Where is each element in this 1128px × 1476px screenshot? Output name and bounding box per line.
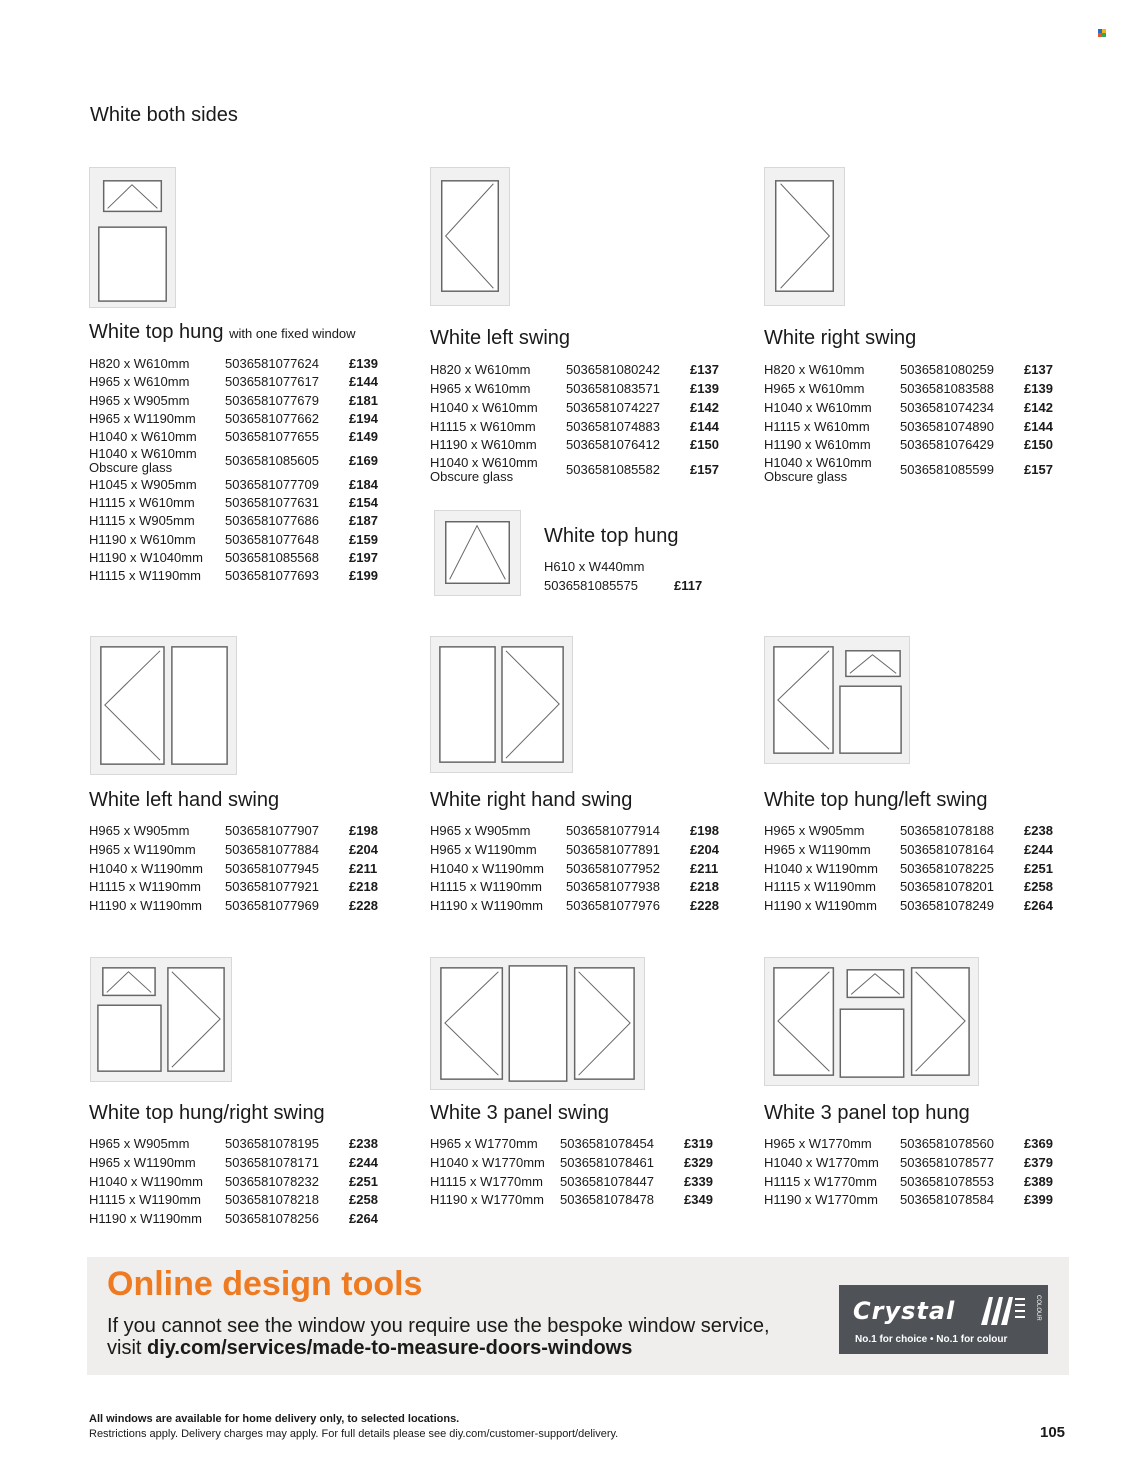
banner-text [107,1315,770,1359]
product-spec-table [430,822,719,915]
price-cell: £159 [349,531,378,547]
table-row [89,1135,378,1154]
table-row [430,417,719,436]
price-cell: £218 [349,879,378,895]
code-cell: 5036581078201 [900,879,994,895]
size-cell: H1040 x W610mm Obscure glass [764,455,872,485]
code-cell: 5036581077952 [566,860,660,876]
window-image-small-top-hung [434,510,521,596]
code-cell: 5036581078232 [225,1173,319,1189]
product-title: White right swing [764,327,917,349]
table-row [89,1210,378,1229]
banner-link[interactable]: diy.com/services/made-to-measure-doors-windows [147,1337,633,1359]
code-cell: 5036581078256 [225,1210,319,1226]
size-cell: H1115 x W1190mm [89,568,201,584]
price-cell: £399 [1024,1192,1053,1208]
code-cell: 5036581077914 [566,823,660,839]
code-cell: 5036581078461 [560,1154,654,1170]
window-image-right-hand-swing [430,636,573,773]
code-cell: 5036581080242 [566,362,660,378]
size-cell: H965 x W905mm [764,823,865,839]
size-cell: H1040 x W1190mm [89,860,203,876]
price-cell: £258 [1024,879,1053,895]
product-title: White left swing [430,327,571,349]
product-title: White 3 panel top hung [764,1102,970,1124]
table-row [764,822,1053,841]
table-row [430,455,719,485]
table-row [430,1172,713,1191]
code-cell: 5036581085605 [225,452,319,468]
table-row [89,859,378,878]
price-cell: £349 [684,1192,713,1208]
size-cell: H965 x W1190mm [764,841,871,857]
size-cell: H1115 x W1190mm [89,1192,201,1208]
price-cell: £150 [690,437,719,453]
table-row [764,455,1053,485]
price-cell: £211 [349,860,378,876]
code-cell: 5036581077624 [225,356,319,371]
size-cell: H1190 x W1770mm [764,1192,878,1208]
window-image-right-swing [764,167,845,306]
code-cell: 5036581077617 [225,374,319,390]
code-cell: 5036581078577 [900,1154,994,1170]
price-cell: £238 [349,1136,378,1152]
table-row [764,399,1053,418]
size-cell: H1190 x W1190mm [89,1210,202,1226]
size-cell: H1115 x W1190mm [89,879,201,895]
size-cell: H1040 x W610mm [764,399,872,415]
price-cell: £244 [349,1154,378,1170]
table-row [764,897,1053,916]
size-cell: H820 x W610mm [89,356,190,371]
code-cell: 5036581078478 [560,1192,654,1208]
code-cell: 5036581077907 [225,823,319,839]
code-cell: 5036581085582 [566,461,660,477]
size-cell: H1040 x W1190mm [430,860,544,876]
table-row [430,380,719,399]
code-cell: 5036581076429 [900,437,994,453]
price-cell: £197 [349,549,378,565]
code-cell: 5036581077976 [566,897,660,913]
size-cell: H1115 x W610mm [430,418,536,434]
code-cell: 5036581078553 [900,1173,994,1189]
price-cell: £169 [349,452,378,468]
code-cell: 5036581074234 [900,399,994,415]
size-cell: H1115 x W610mm [764,418,870,434]
size-cell: H965 x W1190mm [89,1154,196,1170]
online-design-tools-banner [87,1257,1069,1375]
table-row [89,373,378,391]
code-cell: 5036581078188 [900,823,994,839]
product-title: White 3 panel swing [430,1102,609,1124]
price-cell: £228 [349,897,378,913]
table-row [89,1154,378,1173]
size-cell: H965 x W905mm [430,823,531,839]
product-spec-table [89,355,378,586]
code-cell: 5036581080259 [900,362,994,378]
price-cell: £319 [684,1136,713,1152]
table-row [89,1191,378,1210]
size-cell: H1190 x W1190mm [430,897,543,913]
window-image-3-panel-swing [430,957,645,1090]
table-row [430,1191,713,1210]
table-row [430,399,719,418]
code-cell: 5036581077693 [225,568,319,584]
price-cell: £150 [1024,437,1053,453]
price-cell: £339 [684,1173,713,1189]
price-cell: £139 [349,356,378,371]
product-spec-table [764,822,1053,915]
table-row [89,355,378,373]
price-cell: £264 [1024,897,1053,913]
product-size: H610 x W440mm [544,559,645,574]
product-title: White top hung/left swing [764,789,988,811]
product-subtitle: with one fixed window [229,326,356,341]
size-cell: H965 x W610mm [764,381,865,397]
price-cell: £187 [349,513,378,529]
code-cell: 5036581077648 [225,531,319,547]
table-row [764,1135,1053,1154]
product-title: White left hand swing [89,789,280,811]
price-cell: £204 [349,841,378,857]
product-title: White top hung with one fixed window [89,321,356,343]
price-cell: £144 [690,418,719,434]
size-cell: H1190 x W610mm [89,531,196,547]
size-cell: H1115 x W905mm [89,513,195,529]
code-cell: 5036581077945 [225,860,319,876]
table-row [764,859,1053,878]
table-row [89,512,378,530]
window-image-top-hung-right-swing [90,957,232,1082]
price-cell: £329 [684,1154,713,1170]
table-row [430,361,719,380]
code-cell: 5036581077969 [225,897,319,913]
page-number: 105 [1040,1424,1066,1441]
window-image-left-swing [430,167,510,306]
code-cell: 5036581076412 [566,437,660,453]
code-cell: 5036581074227 [566,399,660,415]
size-cell: H965 x W1190mm [430,841,537,857]
product-spec-table [89,1135,378,1228]
table-row [89,494,378,512]
price-cell: £142 [690,399,719,415]
code-cell: 5036581078218 [225,1192,319,1208]
code-cell: 5036581078171 [225,1154,319,1170]
table-row [89,428,378,446]
price-cell: £258 [349,1192,378,1208]
size-cell: H1190 x W1040mm [89,549,203,565]
brand-corner-icon [1098,29,1106,37]
section-title: White both sides [90,104,238,126]
size-cell: H1040 x W610mm [89,429,197,445]
table-row [430,878,719,897]
window-image-left-hand-swing [90,636,237,775]
code-cell: 5036581077709 [225,476,319,492]
product-spec-table [430,361,719,485]
table-row [764,436,1053,455]
size-cell: H820 x W610mm [430,362,531,378]
size-cell: H965 x W610mm [430,381,531,397]
code-cell: 5036581077679 [225,392,319,408]
crystal-logo-side: COLOUR [1035,1295,1041,1321]
size-cell: H965 x W905mm [89,392,190,408]
price-cell: £181 [349,392,378,408]
size-cell: H1190 x W1190mm [764,897,877,913]
banner-title: Online design tools [107,1265,423,1303]
table-row [430,1135,713,1154]
price-cell: £264 [349,1210,378,1226]
crystal-logo-tagline: No.1 for choice • No.1 for colour [855,1334,1008,1345]
size-cell: H1115 x W610mm [89,495,195,511]
code-cell: 5036581083571 [566,381,660,397]
size-cell: H1040 x W1190mm [764,860,878,876]
table-row [430,841,719,860]
price-cell: £142 [1024,399,1053,415]
code-cell: 5036581077655 [225,429,319,445]
price-cell: £198 [349,823,378,839]
banner-visit-label: visit [107,1337,142,1359]
price-cell: £139 [1024,381,1053,397]
table-row [89,567,378,585]
product-spec-table [764,361,1053,485]
window-image-3-panel-top-hung [764,957,979,1086]
table-row [764,417,1053,436]
banner-line-1: If you cannot see the window you require use the bespoke window service, [107,1315,770,1337]
size-cell: H1115 x W1770mm [430,1173,543,1189]
table-row [764,1172,1053,1191]
product-title: White right hand swing [430,789,633,811]
size-cell: H965 x W1770mm [430,1136,538,1152]
table-row [89,392,378,410]
code-cell: 5036581078225 [900,860,994,876]
product-code: 5036581085575 [544,578,638,593]
price-cell: £369 [1024,1136,1053,1152]
table-row [764,361,1053,380]
size-cell: H1190 x W1770mm [430,1192,544,1208]
size-cell: H1040 x W610mm Obscure glass [430,455,538,485]
code-cell: 5036581077921 [225,879,319,895]
size-cell: H965 x W1190mm [89,410,196,426]
size-cell: H965 x W905mm [89,1136,190,1152]
size-cell: H1040 x W1770mm [764,1154,879,1170]
window-image-top-hung-left-swing [764,636,910,764]
code-cell: 5036581078560 [900,1136,994,1152]
price-cell: £251 [349,1173,378,1189]
table-row [89,549,378,567]
code-cell: 5036581085568 [225,549,319,565]
code-cell: 5036581077938 [566,879,660,895]
price-cell: £244 [1024,841,1053,857]
code-cell: 5036581077891 [566,841,660,857]
code-cell: 5036581078447 [560,1173,654,1189]
table-row [430,822,719,841]
size-cell: H1115 x W1190mm [764,879,876,895]
size-cell: H1190 x W610mm [430,437,537,453]
price-cell: £144 [1024,418,1053,434]
size-cell: H1040 x W1190mm [89,1173,203,1189]
code-cell: 5036581085599 [900,461,994,477]
table-row [764,1154,1053,1173]
size-cell: H1040 x W610mm [430,399,538,415]
table-row [89,822,378,841]
price-cell: £199 [349,568,378,584]
price-cell: £251 [1024,860,1053,876]
crystal-logo-word: Crystal [853,1297,956,1325]
price-cell: £184 [349,476,378,492]
table-row [430,859,719,878]
price-cell: £139 [690,381,719,397]
size-cell: H1190 x W610mm [764,437,871,453]
size-cell: H1115 x W1190mm [430,879,542,895]
price-cell: £389 [1024,1173,1053,1189]
code-cell: 5036581077686 [225,513,319,529]
table-row [89,446,378,475]
size-cell: H965 x W1770mm [764,1136,872,1152]
table-row [89,841,378,860]
price-cell: £137 [690,362,719,378]
code-cell: 5036581077631 [225,495,319,511]
size-cell: H965 x W610mm [89,374,190,390]
table-row [764,1191,1053,1210]
size-cell: H1040 x W1770mm [430,1154,545,1170]
table-row [430,1154,713,1173]
product-title: White top hung/right swing [89,1102,325,1124]
window-image-top-hung-fixed [89,167,176,308]
product-spec-table [430,1135,713,1210]
code-cell: 5036581074883 [566,418,660,434]
code-cell: 5036581078195 [225,1136,319,1152]
code-cell: 5036581083588 [900,381,994,397]
size-cell: H965 x W905mm [89,823,190,839]
price-cell: £238 [1024,823,1053,839]
code-cell: 5036581078164 [900,841,994,857]
crystal-logo-mark [979,1295,1027,1327]
table-row [430,436,719,455]
code-cell: 5036581078584 [900,1192,994,1208]
table-row [89,410,378,428]
price-cell: £149 [349,429,378,445]
table-row [430,897,719,916]
price-cell: £228 [690,897,719,913]
table-row [89,1172,378,1191]
footer-restrictions-note: Restrictions apply. Delivery charges may apply. For full details please see diy.com/customer-support/delivery. [89,1428,619,1440]
table-row [89,897,378,916]
code-cell: 5036581078249 [900,897,994,913]
price-cell: £218 [690,879,719,895]
product-price: £117 [674,578,703,593]
price-cell: £379 [1024,1154,1053,1170]
price-cell: £198 [690,823,719,839]
product-spec-table [764,1135,1053,1210]
table-row [89,476,378,494]
product-spec-table [89,822,378,915]
code-cell: 5036581077662 [225,410,319,426]
table-row [764,380,1053,399]
size-cell: H965 x W1190mm [89,841,196,857]
price-cell: £154 [349,495,378,511]
footer-delivery-note: All windows are available for home delivery only, to selected locations. [89,1413,460,1425]
table-row [89,531,378,549]
size-cell: H1045 x W905mm [89,476,197,492]
product-title: White top hung [544,525,679,547]
price-cell: £144 [349,374,378,390]
size-cell: H1040 x W610mm Obscure glass [89,446,197,476]
code-cell: 5036581077884 [225,841,319,857]
table-row [764,841,1053,860]
price-cell: £204 [690,841,719,857]
price-cell: £157 [690,461,719,477]
crystal-logo [839,1285,1048,1354]
size-cell: H1190 x W1190mm [89,897,202,913]
price-cell: £157 [1024,461,1053,477]
code-cell: 5036581078454 [560,1136,654,1152]
price-cell: £137 [1024,362,1053,378]
size-cell: H820 x W610mm [764,362,865,378]
price-cell: £211 [690,860,719,876]
size-cell: H1115 x W1770mm [764,1173,877,1189]
table-row [89,878,378,897]
code-cell: 5036581074890 [900,418,994,434]
table-row [764,878,1053,897]
price-cell: £194 [349,410,378,426]
